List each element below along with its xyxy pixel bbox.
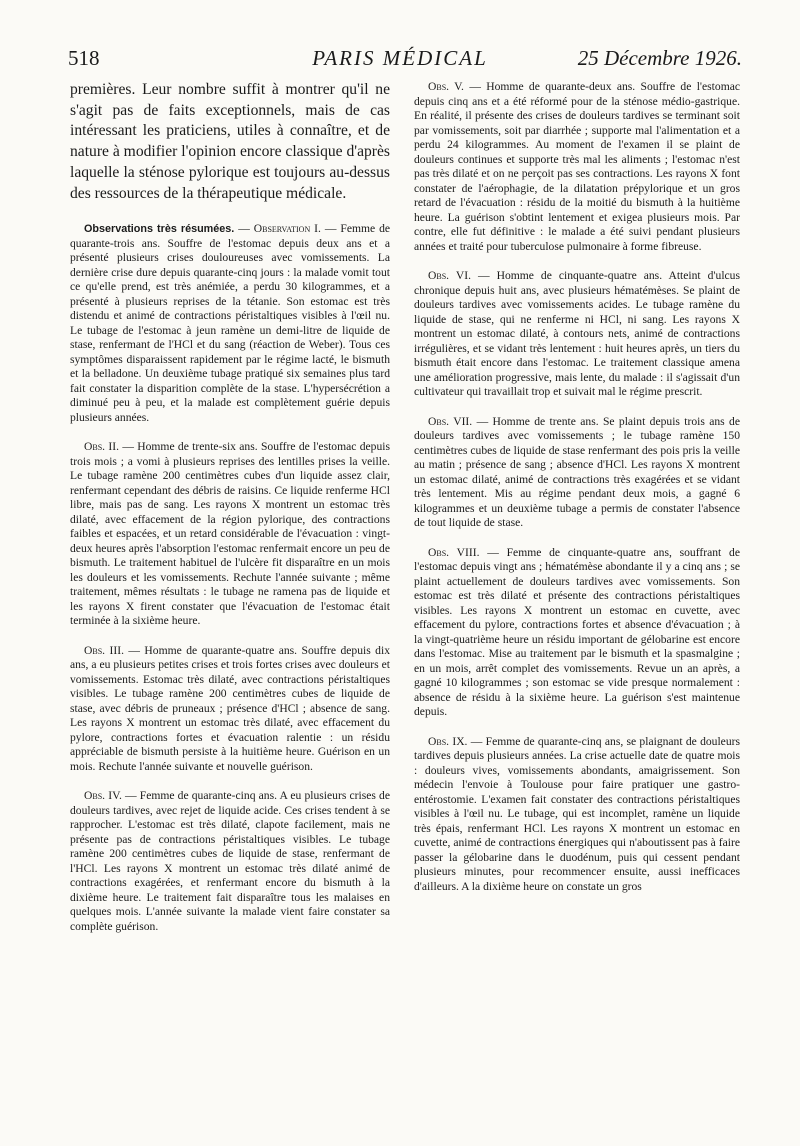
- journal-title: PARIS MÉDICAL: [312, 46, 488, 70]
- observation-4-label: Obs. IV.: [84, 789, 122, 803]
- observation-6: [414, 269, 740, 400]
- observation-9-label: Obs. IX.: [428, 734, 468, 748]
- observation-2: [70, 440, 390, 629]
- observation-4: [70, 789, 390, 934]
- observation-9: [414, 735, 740, 895]
- left-column: [70, 80, 390, 949]
- observation-3-label: Obs. III.: [84, 643, 124, 657]
- issue-date: 25 Décembre 1926.: [577, 46, 742, 70]
- observation-1-text: Femme de quarante-trois ans. Souffre de l'estomac depuis deux ans et a présenté plusieurs crises douloureuses avec vomissements. La dernière crise dure depuis quarante-cinq jours : la malade vomit tout ce qu'elle prend, est très anémiée, a perdu 30 kilogrammes, et a présenté à plusieurs reprises de la tétanie. Son estomac est très distendu et animé de contractions péristaltiques visibles à l'œil nu. Le tubage de l'estomac à jeun ramène un demi-litre de liquide de stase, renfermant de l'HCl et du sang (réaction de Weber). Tous ces symptômes disparaissent rapidement par le régime lacté, le bismuth et la belladone. Un deuxième tubage pratiqué six semaines plus tard fait constater la disparition complète de la stase. L'hypersécrétion a diminué peu à peu, et la malade est complètement guérie depuis plusieurs années.: [70, 222, 391, 424]
- observation-2-text: — Homme de trente-six ans. Souffre de l'estomac depuis trois mois ; a vomi à plusieurs reprises des lentilles prises la veille. Le tubage ramène 200 centimètres cubes d'un liquide assez clair, renfermant cependant des débris de raisins. Ce liquide renferme HCl libre, mais pas de sang. Les rayons X montrent un estomac très dilaté, avec effacement de la région pylorique, des contractions faibles et espacées, et un retard considérable de l'évacuation : vingt-deux heures après l'absorption l'estomac renfermait encore un peu de bismuth. Le traitement habituel de l'ulcère fit disparaître en un mois les douleurs et les vomissements. Rechute l'année suivante ; même traitement, mêmes résultats : le tubage ne ramena pas de liquide et les rayons X firent constater que l'évacuation de l'estomac était terminée à la sixième heure.: [70, 440, 390, 628]
- observations-heading: Observations très résumées.: [84, 223, 235, 236]
- observation-3: [70, 644, 390, 775]
- intro-paragraph: premières. Leur nombre suffit à montrer qu'il ne s'agit pas de faits exceptionnels, mais de cas intéressant les praticiens, utiles à connaître, et de nature à modifier l'opinion encore classique d'après laquelle la sténose pylorique est toujours au-dessus des ressources de la thérapeutique médicale.: [70, 81, 390, 202]
- running-header: [0, 46, 800, 80]
- observation-1: [70, 222, 390, 425]
- observation-8-label: Obs. VIII.: [428, 545, 480, 559]
- observation-9-text: — Femme de quarante-cinq ans, se plaignant de douleurs tardives depuis plusieurs années. La crise actuelle date de quatre mois : douleurs vives, vomissements abondants, amaigrissement. Son médecin l'envoie à Toulouse pour faire pratiquer une gastro-entérostomie. L'examen fait constater des contractions péristaltiques visibles à l'œil nu. Le tubage, qui est incomplet, ramène un liquide très épais, renfermant HCl. Les rayons X montrent un estomac en cuvette, animé de contractions énergiques qui n'aboutissent pas à faire passer la gélobarine dans le duodénum, puis qui cessent pendant plusieurs minutes, pour recommencer ensuite, aussi inefficaces d'ailleurs. A la dixième heure on constate un gros: [414, 734, 740, 893]
- page-number: 518: [68, 46, 100, 70]
- observation-3-text: — Homme de quarante-quatre ans. Souffre depuis dix ans, a eu plusieurs petites crises et trois fortes crises avec douleurs et vomissements. Estomac très dilaté, avec contractions péristaltiques visibles. Le tubage ramène 200 centimètres cubes de liquide de stase, avec débris de pruneaux ; présence d'HCl ; absence de sang. Les rayons X montrent un estomac très dilaté, avec effacement du pylore, contractions fortes et évacuation ralentie : un résidu appréciable de bismuth persiste à la huitième heure. Guérison en un mois. Rechute l'année suivante et nouvelle guérison.: [70, 643, 391, 773]
- observation-5: [414, 80, 740, 254]
- observation-6-label: Obs. VI.: [428, 269, 471, 282]
- right-column: [414, 80, 740, 909]
- observation-4-text: — Femme de quarante-cinq ans. A eu plusieurs crises de douleurs tardives, avec rejet de liquide acide. Ces crises tendent à se rapprocher. L'estomac est très dilaté, clapote facilement, mais ne présente pas de contractions péristaltiques visibles. Le tubage ramène 200 centimètres cubes de liquide de stase, renfermant de l'HCl. Les rayons X montrent un estomac très dilaté animé de contractions exagérées, et renfermant encore du bismuth à la dixième heure. Le traitement fait disparaître tous les malaises en quelques mois. L'année suivante la malade vient faire constater sa complète guérison.: [70, 789, 390, 933]
- observation-7-text: — Homme de trente ans. Se plaint depuis trois ans de douleurs tardives avec vomissements ; le tubage ramène 150 centimètres cubes de liquide de stase renfermant des pois pris la veille au matin ; présence de sang ; absence d'HCl. Les rayons X montrent un estomac dilaté, animé de contractions très exagérées et se vidant très lentement. Mis au régime pendant deux mois, a gagné 6 kilogrammes et un deuxième tubage a permis de constater l'absence de tout liquide de stase.: [414, 414, 740, 529]
- observation-8-text: — Femme de cinquante-quatre ans, souffrant de l'estomac depuis vingt ans ; hématémèse abondante il y a cinq ans ; se plaint actuellement de douleurs tardives avec vomissements. Son estomac est très dilaté et présente des contractions péristaltiques visibles. Les rayons X montrent un estomac en cuvette, avec effacement du pylore, contractions fortes et absence d'évacuation ; à la vingt-quatrième heure un résidu important de gélobarine est encore dans l'estomac. Mise au traitement par le bismuth et la spasmalgine ; en un mois, arrêt complet des vomissements. Revue un an après, a gagné 10 kilogrammes ; son estomac se vide presque normalement : absence de résidu à la sixième heure. La guérison s'est maintenue depuis.: [414, 545, 740, 718]
- observation-5-label: Obs. V.: [428, 80, 464, 93]
- observation-1-label: — Observation I. —: [238, 222, 337, 236]
- observation-2-label: Obs. II.: [84, 440, 119, 454]
- observation-8: [414, 546, 740, 720]
- observation-7-label: Obs. VII.: [428, 414, 473, 428]
- observation-5-text: — Homme de quarante-deux ans. Souffre de l'estomac depuis cinq ans et a été réformé pour de la sténose médio-gastrique. En réalité, il présente des crises de douleurs tardives se terminant soit par vomissements, soit par diarrhée ; supporte mal l'alimentation et a perdu 24 kilogrammes. Au moment de l'examen il se plaint de douleurs continues et supporte très mal les aliments ; l'estomac n'est pas très dilaté et on ne perçoit pas ses contractions. Les rayons X font constater de l'aérophagie, de la dilatation prépylorique et un gros retard de l'évacuation : résidu de la moitié du bismuth à la huitième heure. La guérison s'obtint lentement et exigea plusieurs mois. Par contre, elle fut définitive : le malade a été suivi pendant plusieurs années et traité pour tuberculose pulmonaire à forme fibreuse.: [414, 80, 740, 253]
- observation-6-text: — Homme de cinquante-quatre ans. Atteint d'ulcus chronique depuis huit ans, avec plusieurs hématémèses. Se plaint de douleurs tardives avec vomissements acides. Le tubage ramène du liquide de stase, qui ne renferme ni HCl, ni sang. Les rayons X montrent un estomac dilaté, à contours nets, animé de contractions irrégulières, et se vidant très lentement : huit heures après, un tiers du bismuth était encore dans l'estomac. Le traitement classique amena une amélioration progressive, mais lente, du malade : il s'agissait d'un cultivateur qui travaillait trop et suivait mal le régime prescrit.: [414, 269, 740, 398]
- observation-7: [414, 415, 740, 531]
